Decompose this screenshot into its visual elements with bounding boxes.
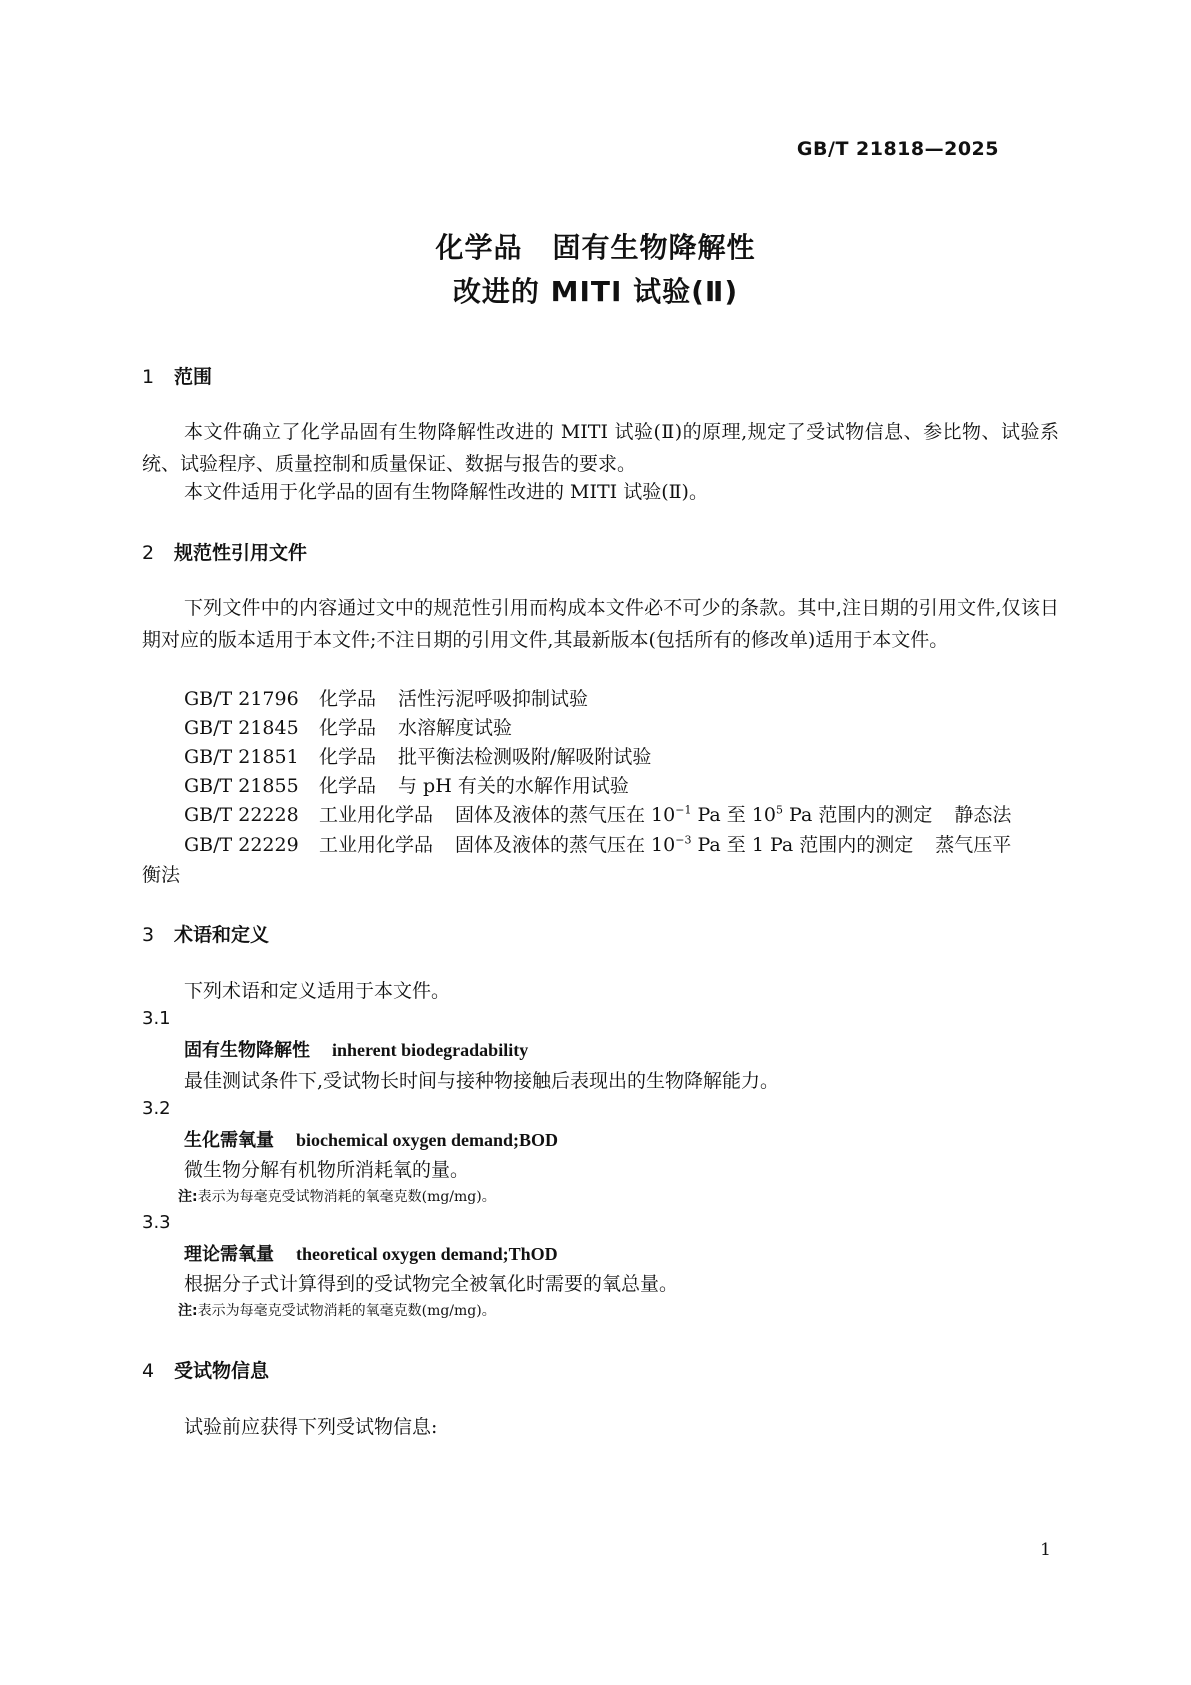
term-number: 3.1 bbox=[142, 1008, 171, 1029]
paragraph: 下列术语和定义适用于本文件。 bbox=[184, 980, 451, 1002]
reference-item: GB/T 22229 工业用化学品 固体及液体的蒸气压在 $10^{-3}$ Pa 至 1 Pa 范围内的测定 蒸气压平 bbox=[184, 833, 1012, 856]
reference-item: GB/T 21851 化学品 批平衡法检测吸附/解吸附试验 bbox=[184, 746, 652, 768]
section-heading: 1 范围 bbox=[142, 366, 213, 388]
paragraph: 下列文件中的内容通过文中的规范性引用而构成本文件必不可少的条款。其中,注日期的引用文件,仅该日期对应的版本适用于本文件;不注日期的引用文件,其最新版本(包括所有的修改单)适用于本文件。 bbox=[142, 597, 1059, 651]
reference-item: GB/T 22228 工业用化学品 固体及液体的蒸气压在 $10^{-1}$ Pa 至 $10^5$ Pa 范围内的测定 静态法 bbox=[184, 803, 1012, 826]
term-definition: 最佳测试条件下,受试物长时间与接种物接触后表现出的生物降解能力。 bbox=[184, 1070, 780, 1092]
term-heading: 生化需氧量 biochemical oxygen demand;BOD bbox=[184, 1130, 559, 1151]
title-line-1: 化学品 固有生物降解性 bbox=[435, 231, 756, 264]
section-heading: 3 术语和定义 bbox=[142, 924, 270, 946]
term-note: 注:表示为每毫克受试物消耗的氧毫克数(mg/mg)。 bbox=[178, 1303, 496, 1319]
reference-continuation: 衡法 bbox=[142, 864, 181, 886]
paragraph: 本文件适用于化学品的固有生物降解性改进的 MITI 试验(Ⅱ)。 bbox=[184, 481, 708, 503]
paragraph: 本文件确立了化学品固有生物降解性改进的 MITI 试验(Ⅱ)的原理,规定了受试物信息、参比物、试验系统、试验程序、质量控制和质量保证、数据与报告的要求。 bbox=[142, 421, 1059, 475]
term-heading: 固有生物降解性 inherent biodegradability bbox=[184, 1040, 529, 1061]
term-definition: 微生物分解有机物所消耗氧的量。 bbox=[184, 1159, 470, 1181]
term-number: 3.2 bbox=[142, 1098, 171, 1119]
title-line-2: 改进的 MITI 试验(Ⅱ) bbox=[452, 275, 739, 308]
reference-item: GB/T 21855 化学品 与 pH 有关的水解作用试验 bbox=[184, 775, 629, 797]
page-number: 1 bbox=[1040, 1540, 1051, 1560]
reference-item: GB/T 21796 化学品 活性污泥呼吸抑制试验 bbox=[184, 688, 589, 710]
term-note: 注:表示为每毫克受试物消耗的氧毫克数(mg/mg)。 bbox=[178, 1189, 496, 1205]
section-heading: 4 受试物信息 bbox=[142, 1360, 270, 1382]
standard-number: GB/T 21818—2025 bbox=[796, 138, 999, 160]
section-heading: 2 规范性引用文件 bbox=[142, 542, 308, 564]
term-definition: 根据分子式计算得到的受试物完全被氧化时需要的氧总量。 bbox=[184, 1273, 679, 1295]
term-number: 3.3 bbox=[142, 1212, 171, 1233]
paragraph: 试验前应获得下列受试物信息: bbox=[184, 1416, 438, 1438]
term-heading: 理论需氧量 theoretical oxygen demand;ThOD bbox=[184, 1244, 558, 1265]
reference-item: GB/T 21845 化学品 水溶解度试验 bbox=[184, 717, 513, 739]
